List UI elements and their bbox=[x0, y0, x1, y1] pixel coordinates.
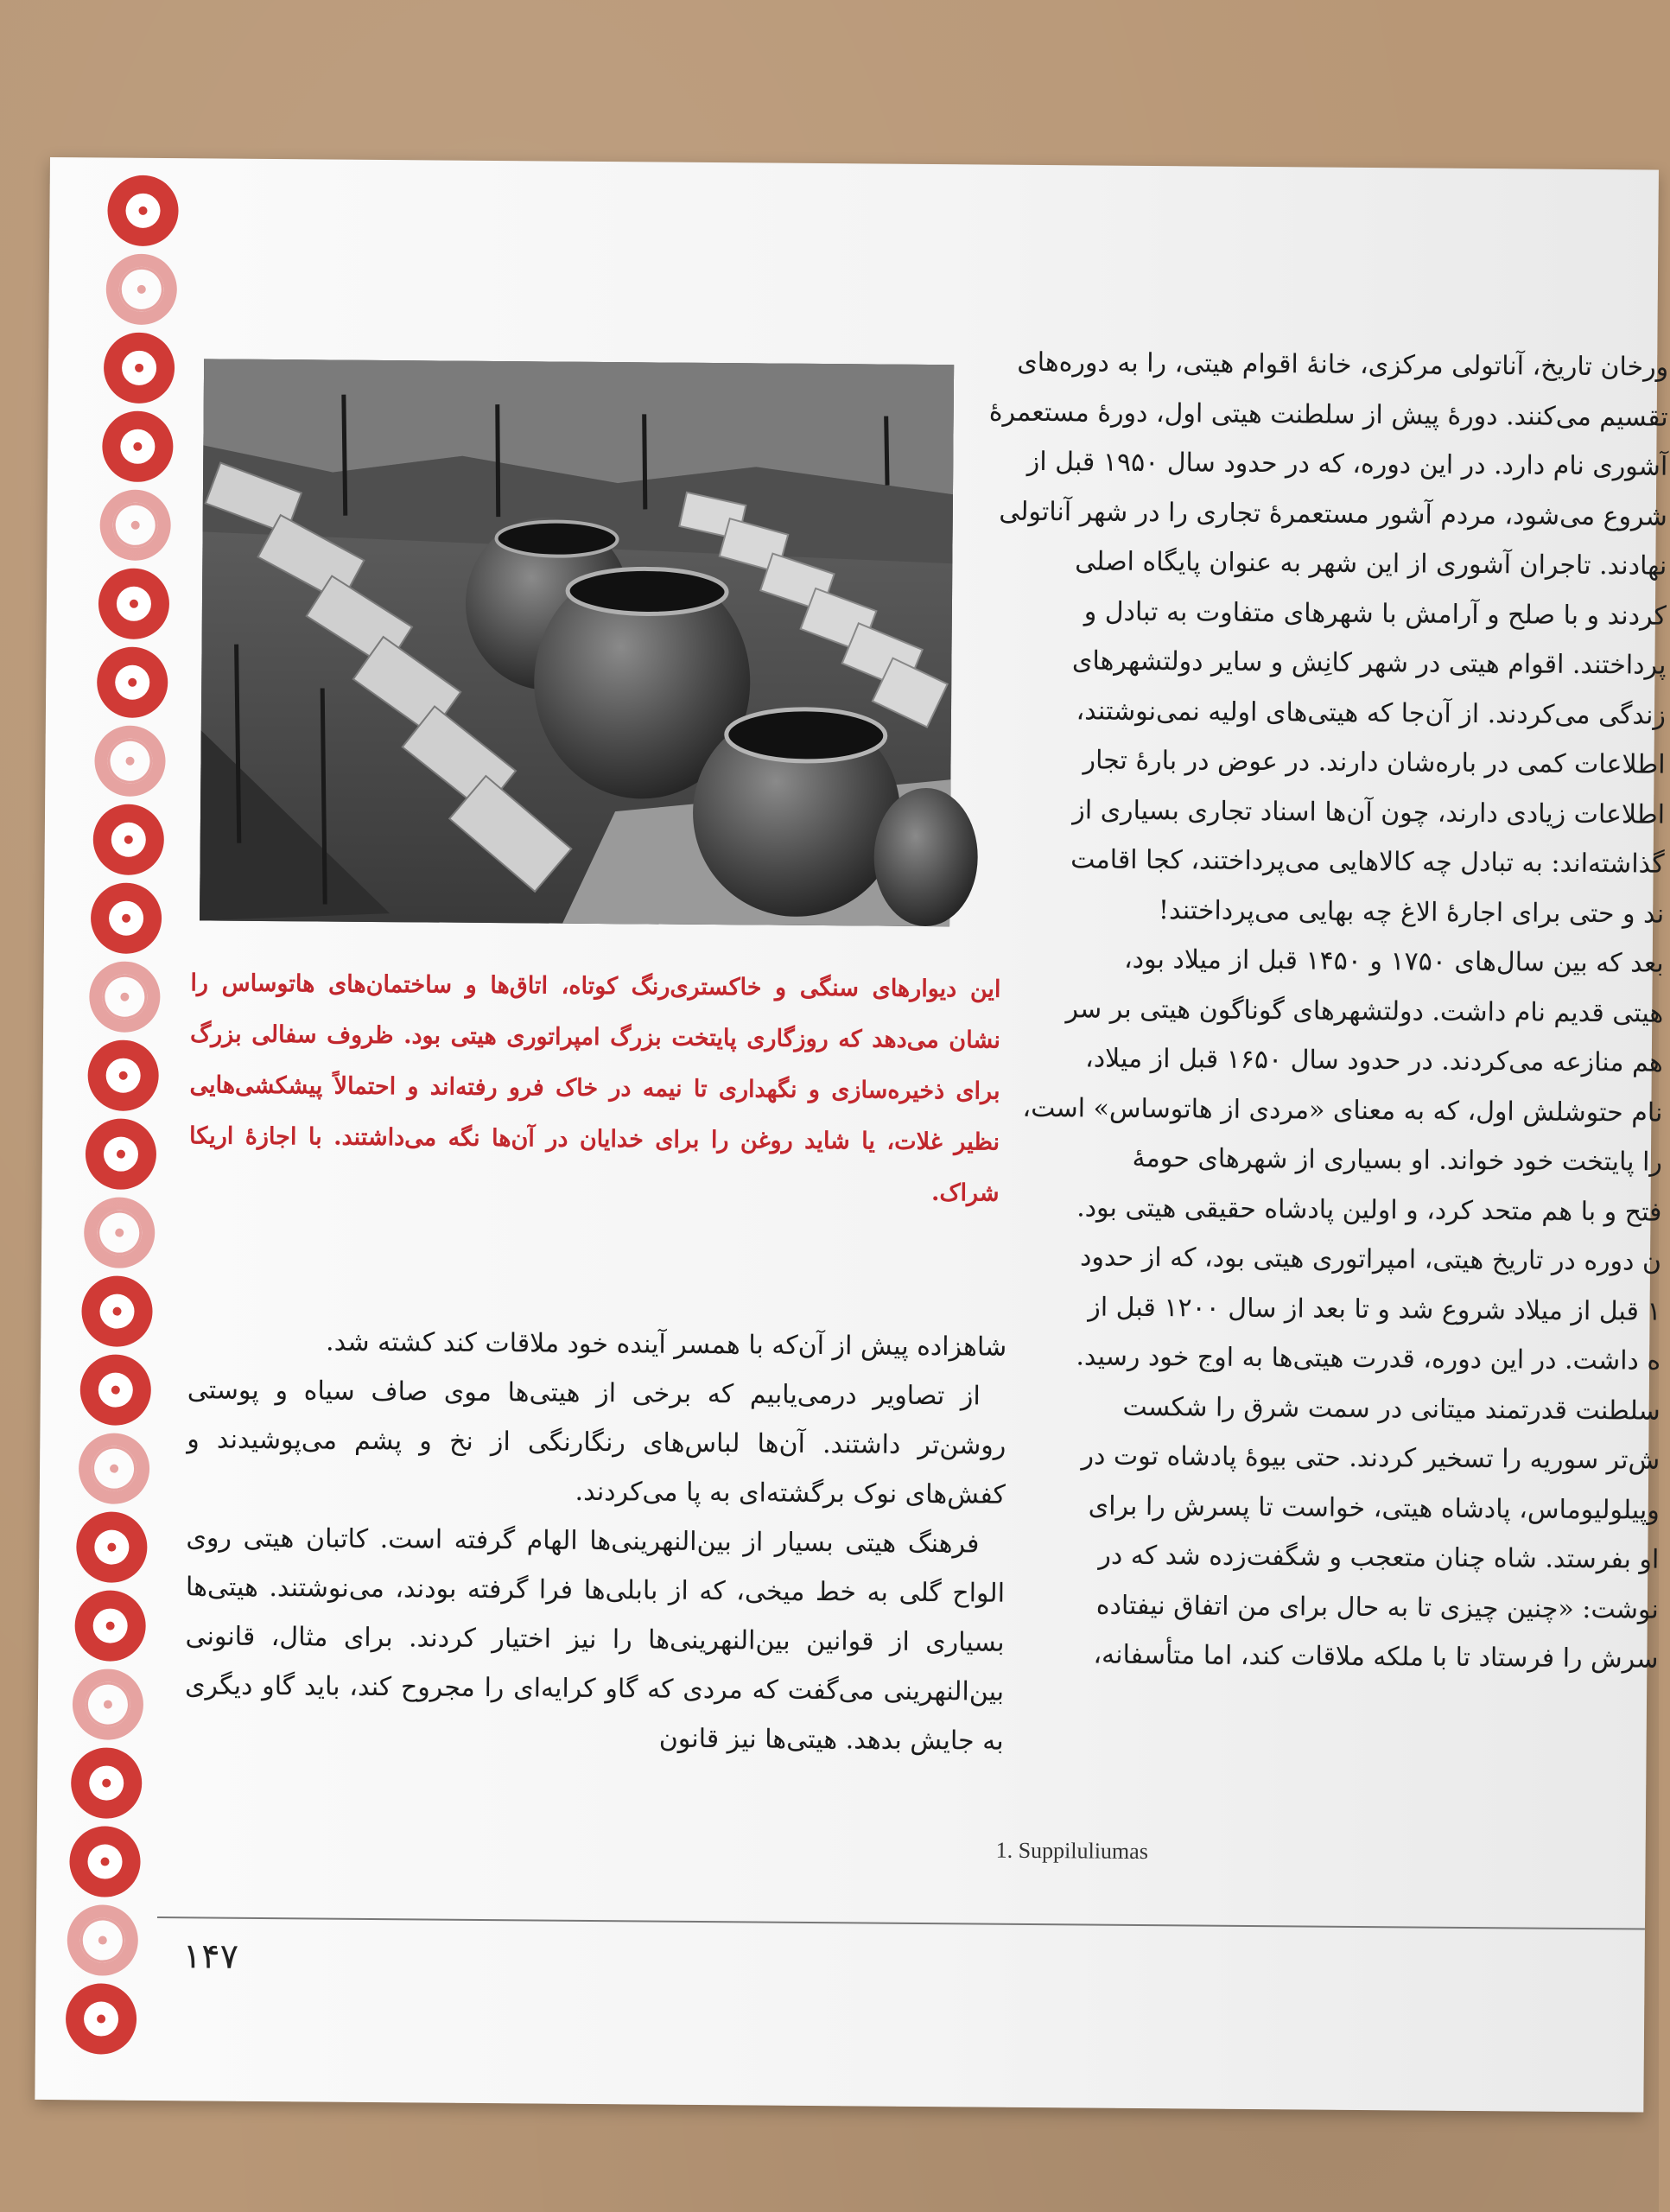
ring-ornament bbox=[79, 1354, 151, 1426]
text-line: وپیلولیوماس، پادشاه هیتی، خواست تا پسرش را برای bbox=[1088, 1490, 1660, 1526]
text-line: ن دوره در تاریخ هیتی، امپراتوری هیتی بود، که از حدود bbox=[1079, 1242, 1662, 1277]
ring-ornament bbox=[69, 1826, 141, 1897]
footnote: 1. Suppiluliumas bbox=[995, 1837, 1149, 1865]
ring-ornament bbox=[92, 804, 164, 875]
text-line: فتح و با هم متحد کرد، و اولین پادشاه حقیقی هیتی بود. bbox=[1076, 1192, 1662, 1228]
ring-ornament bbox=[66, 1983, 137, 2055]
text-line: ش‌تر سوریه را تسخیر کردند. حتی بیوهٔ پادشاه توت در bbox=[1081, 1440, 1660, 1476]
ring-ornament bbox=[104, 332, 175, 404]
text-line: کردند و با صلح و آرامش با شهرهای متفاوت به تبادل و bbox=[1083, 595, 1667, 632]
text-line: نوشت: «چنین چیزی تا به حال برای من اتفاق نیفتاده bbox=[1095, 1590, 1659, 1625]
right-text-column bbox=[984, 338, 1668, 1685]
left-text-column bbox=[184, 1316, 1006, 1765]
text-line: سرش را فرستاد تا با ملکه ملاقات کند، اما متأسفانه، bbox=[1093, 1639, 1659, 1675]
text-line: زندگی می‌کردند. از آن‌جا که هیتی‌های اولیه نمی‌نوشتند، bbox=[1076, 695, 1667, 731]
ring-ornament bbox=[107, 175, 179, 247]
ring-ornament bbox=[97, 646, 168, 718]
page-number: ۱۴۷ bbox=[182, 1936, 239, 1977]
ring-ornament bbox=[105, 254, 177, 326]
footer-rule bbox=[157, 1916, 1645, 1930]
ring-ornament bbox=[74, 1590, 146, 1662]
text-line: پرداختند. اقوام هیتی در شهر کانِش و سایر دولتشهرهای bbox=[1071, 645, 1667, 681]
ring-ornament bbox=[102, 410, 174, 482]
text-line: سلطنت قدرتمند میتانی در سمت شرق را شکست bbox=[1122, 1391, 1660, 1427]
paragraph: از تصاویر درمی‌یابیم که برخی از هیتی‌ها موی صاف سیاه و پوستی روشن‌تر داشتند. آن‌ها لباس‌های رنگارنگی از نخ و پشم می‌پوشیدند و کفش‌های نوک برگشته‌ای به پا می‌کردند. bbox=[187, 1375, 1006, 1510]
text-line: شروع می‌شود، مردم آشور مستعمرهٔ تجاری را در شهر آناتولی bbox=[999, 496, 1667, 532]
ring-ornament bbox=[76, 1511, 148, 1583]
text-line: را پایتخت خود خواند. او بسیاری از شهرهای حومهٔ bbox=[1132, 1142, 1663, 1178]
text-line: هیتی قدیم نام داشت. دولتشهرهای گوناگون هیتی بر سر bbox=[1065, 993, 1664, 1029]
paragraph: فرهنگ هیتی بسیار از بین‌النهرینی‌ها الهام گرفته است. کاتبان هیتی روی الواح گلی به خط میخی، که از بابلی‌ها فرا گرفته بودند، می‌نوشتند. هیتی‌ها بسیاری از قوانین بین‌النهرینی‌ها را نیز اختیار کردند. برای مثال، قانونی بین‌النهرینی می‌گفت که مردی که گاو کرایه‌ای را مجروح کند، باید گاو دیگری به جایش بدهد. هیتی‌ها نیز قانون bbox=[184, 1522, 1006, 1757]
ring-ornament bbox=[98, 568, 170, 639]
ring-ornament bbox=[67, 1904, 139, 1976]
text-line: گذاشته‌اند: به تبادل چه کالاهایی می‌پرداختند، کجا اقامت bbox=[1070, 844, 1665, 880]
text-line: نام حتوشلش اول، که به معنای «مردی از هاتوساس» است، bbox=[1022, 1092, 1663, 1128]
text-line: آشوری نام دارد. در این دوره، که در حدود سال ۱۹۵۰ قبل از bbox=[1026, 446, 1668, 482]
book-page bbox=[35, 157, 1669, 2113]
text-line: او بفرستد. شاه چنان متعجب و شگفت‌زده شد که در bbox=[1098, 1540, 1660, 1575]
ring-ornament bbox=[73, 1669, 144, 1740]
text-line: هم منازعه می‌کردند. در حدود سال ۱۶۵۰ قبل از میلاد، bbox=[1084, 1043, 1663, 1078]
ring-ornament bbox=[94, 725, 166, 797]
text-line: اطلاعات کمی در باره‌شان دارند. در عوض در بارهٔ تجار bbox=[1083, 745, 1666, 780]
ring-ornament bbox=[82, 1275, 154, 1347]
text-line: ند و حتی برای اجارهٔ الاغ چه بهایی می‌پرداختند! bbox=[1158, 894, 1665, 930]
ring-ornament bbox=[87, 1039, 159, 1111]
ring-ornament bbox=[78, 1433, 149, 1504]
text-line: اطلاعات زیادی دارند، چون آن‌ها اسناد تجاری بسیاری از bbox=[1072, 794, 1666, 830]
decorative-ring-border bbox=[54, 175, 198, 2085]
paragraph: شاهزاده پیش از آن‌که با همسر آینده خود ملاقات کند کشته شد. bbox=[325, 1326, 1007, 1363]
ring-ornament bbox=[71, 1747, 143, 1819]
photo-caption: این دیوارهای سنگی و خاکستری‌رنگ کوتاه، اتاق‌ها و ساختمان‌های هاتوساس را نشان می‌دهد که روزگاری پایتخت بزرگ امپراتوری هیتی بود. ظروف سفالی بزرگ برای ذخیره‌سازی و نگهداری تا نیمه در خاک فرو رفته‌اند و احتمالاً پیشکشی‌هایی نظیر غلات، یا شاید روغن را برای خدایان در آن‌ها نگه می‌داشتند. با اجازهٔ اریکا شراک. bbox=[188, 969, 1001, 1207]
text-line: تقسیم می‌کنند. دورهٔ پیش از سلطنت هیتی اول، دورهٔ مستعمرهٔ bbox=[988, 397, 1668, 433]
text-line: ورخان تاریخ، آناتولی مرکزی، خانهٔ اقوام هیتی، را به دوره‌های bbox=[1017, 346, 1669, 383]
ring-ornament bbox=[84, 1197, 156, 1268]
text-line: ۱ قبل از میلاد شروع شد و تا بعد از سال ۱۲۰۰ قبل از bbox=[1088, 1291, 1661, 1327]
text-line: بعد که بین سال‌های ۱۷۵۰ و ۱۴۵۰ قبل از میلاد بود، bbox=[1123, 944, 1664, 979]
ring-ornament bbox=[86, 1118, 157, 1190]
photo-hattusa-storage-jars bbox=[200, 359, 954, 926]
ring-ornament bbox=[89, 961, 161, 1033]
text-line: نهادند. تاجران آشوری از این شهر به عنوان پایگاه اصلی bbox=[1075, 546, 1667, 582]
text-line: ه داشت. در این دوره، قدرت هیتی‌ها به اوج خود رسید. bbox=[1076, 1341, 1661, 1376]
ring-ornament bbox=[100, 489, 172, 561]
ring-ornament bbox=[91, 882, 162, 954]
